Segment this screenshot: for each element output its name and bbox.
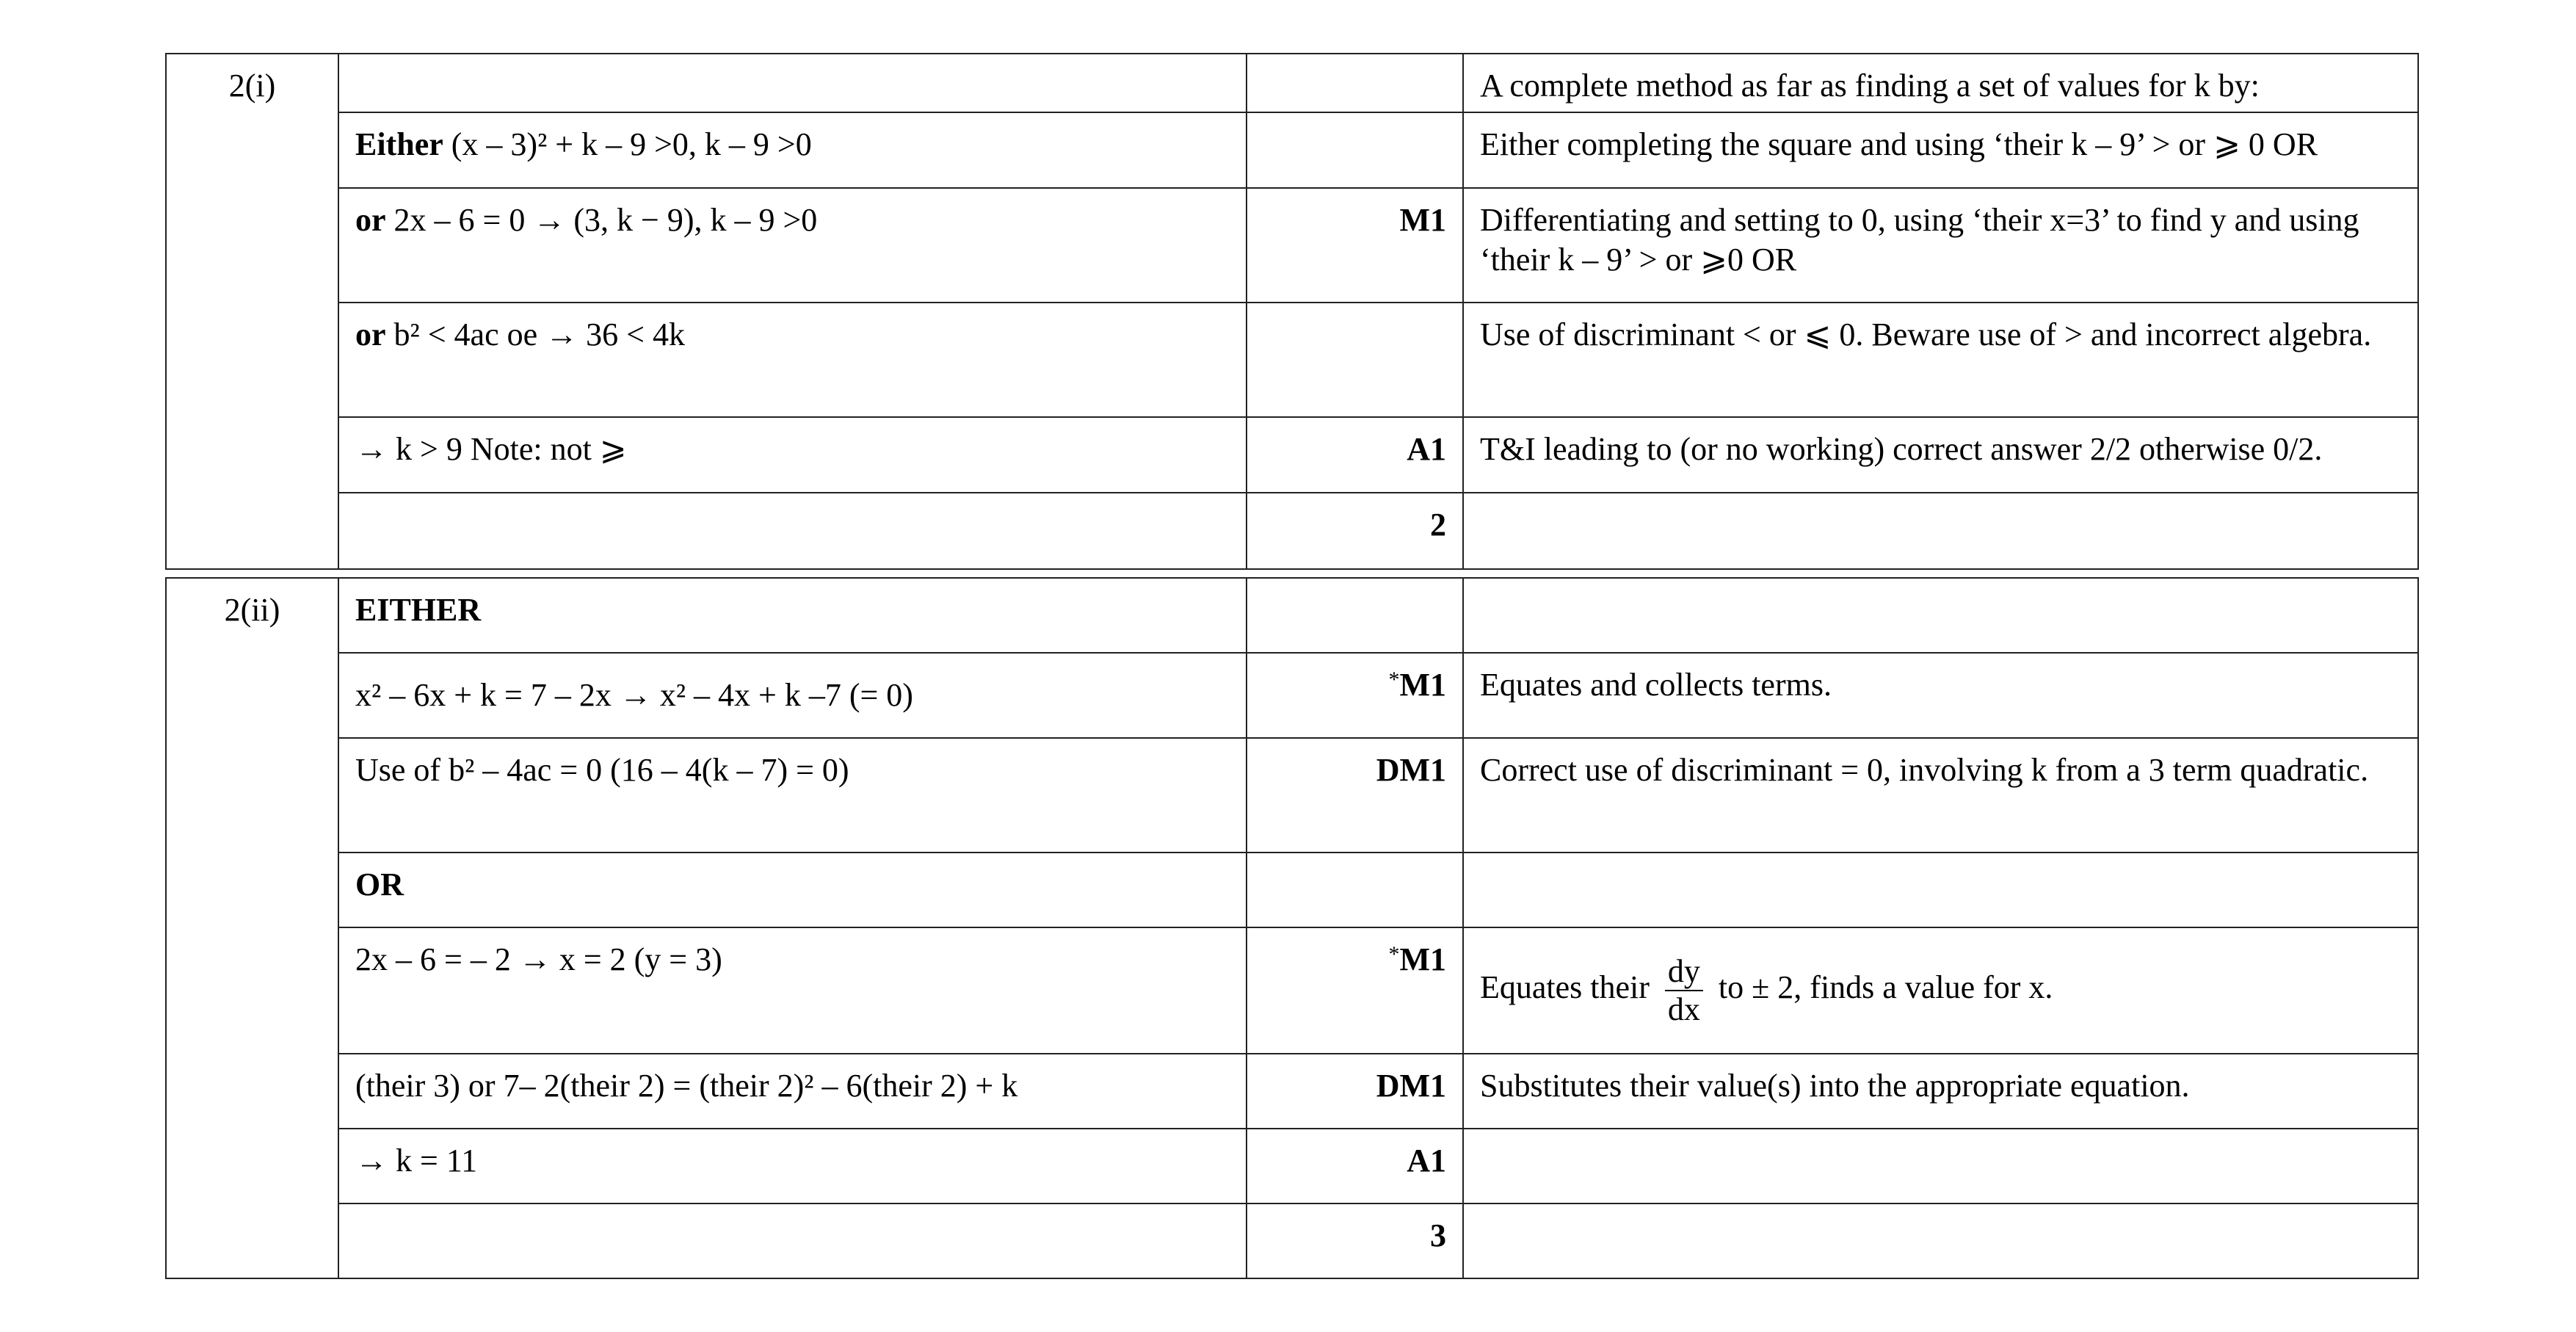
derivative-fraction [1665,953,1703,1028]
guidance-cell [1463,927,2418,1054]
mark-cell [1247,578,1463,653]
table-row [166,1129,2418,1203]
table-row [166,927,2418,1054]
mark-cell [1247,653,1463,738]
table-row [166,853,2418,927]
guidance-cell: Correct use of discriminant = 0, involving k from a 3 term quadratic. [1463,738,2418,853]
answer-cell: x² – 6x + k = 7 – 2x → x² – 4x + k –7 (= 0) [338,653,1247,738]
mark-text: M1 [1399,941,1446,977]
guidance-cell: Use of discriminant < or ⩽ 0. Beware use of > and incorrect algebra. [1463,303,2418,417]
mark-cell: M1 [1247,188,1463,303]
table-row [166,578,2418,653]
answer-cell: Use of b² – 4ac = 0 (16 – 4(k – 7) = 0) [338,738,1247,853]
answer-cell [338,303,1247,417]
answer-text: (x – 3)² + k – 9 >0, k – 9 >0 [443,126,812,162]
guidance-text: to ± 2, finds a value for x. [1718,969,2053,1006]
question-number: 2(i) [166,54,338,569]
question-number: 2(ii) [166,578,338,1278]
mark-cell [1247,54,1463,112]
guidance-cell [1463,1203,2418,1278]
guidance-cell: Either completing the square and using ‘their k – 9’ > or ⩾ 0 OR [1463,112,2418,188]
mark-cell [1247,112,1463,188]
answer-cell [338,578,1247,653]
answer-lead: or [355,202,386,238]
mark-scheme-table-part-ii [165,577,2419,1279]
table-row [166,1203,2418,1278]
table-row [166,188,2418,303]
answer-text: 2x – 6 = 0 → (3, k − 9), k – 9 >0 [385,202,818,238]
guidance-cell: Differentiating and setting to 0, using ‘their x=3’ to find y and using ‘their k – 9’ > or ⩾0 OR [1463,188,2418,303]
guidance-cell: A complete method as far as finding a set of values for k by: [1463,54,2418,112]
mark-scheme-table-part-i [165,53,2419,570]
method-heading: EITHER [355,592,482,628]
answer-text: b² < 4ac oe → 36 < 4k [385,316,685,352]
mark-cell: DM1 [1247,738,1463,853]
answer-cell [338,112,1247,188]
answer-cell [338,188,1247,303]
fraction-numerator: dy [1665,953,1703,991]
answer-cell: 2x – 6 = – 2 → x = 2 (y = 3) [338,927,1247,1054]
table-row [166,54,2418,112]
total-mark-cell: 3 [1247,1203,1463,1278]
answer-cell [338,54,1247,112]
star-marker: * [1388,942,1400,966]
guidance-cell [1463,853,2418,927]
mark-cell [1247,853,1463,927]
mark-cell: A1 [1247,417,1463,493]
mark-cell: A1 [1247,1129,1463,1203]
answer-lead: Either [355,126,443,162]
table-row [166,493,2418,569]
answer-cell [338,493,1247,569]
answer-lead: or [355,316,386,352]
table-row [166,1054,2418,1129]
answer-cell: → k > 9 Note: not ⩾ [338,417,1247,493]
answer-cell: → k = 11 [338,1129,1247,1203]
mark-cell: DM1 [1247,1054,1463,1129]
method-heading: OR [355,866,404,902]
table-row [166,303,2418,417]
guidance-cell [1463,1129,2418,1203]
guidance-text: Equates their [1480,969,1650,1006]
mark-text: M1 [1399,667,1446,703]
guidance-cell [1463,578,2418,653]
table-row [166,653,2418,738]
answer-cell: (their 3) or 7– 2(their 2) = (their 2)² – 6(their 2) + k [338,1054,1247,1129]
mark-cell [1247,927,1463,1054]
guidance-cell [1463,493,2418,569]
table-row [166,738,2418,853]
fraction-denominator: dx [1667,991,1700,1027]
star-marker: * [1388,667,1400,692]
answer-cell [338,853,1247,927]
guidance-cell: Substitutes their value(s) into the appropriate equation. [1463,1054,2418,1129]
table-row [166,112,2418,188]
table-row [166,417,2418,493]
mark-cell [1247,303,1463,417]
guidance-cell: T&I leading to (or no working) correct answer 2/2 otherwise 0/2. [1463,417,2418,493]
guidance-cell: Equates and collects terms. [1463,653,2418,738]
answer-cell [338,1203,1247,1278]
total-mark-cell: 2 [1247,493,1463,569]
